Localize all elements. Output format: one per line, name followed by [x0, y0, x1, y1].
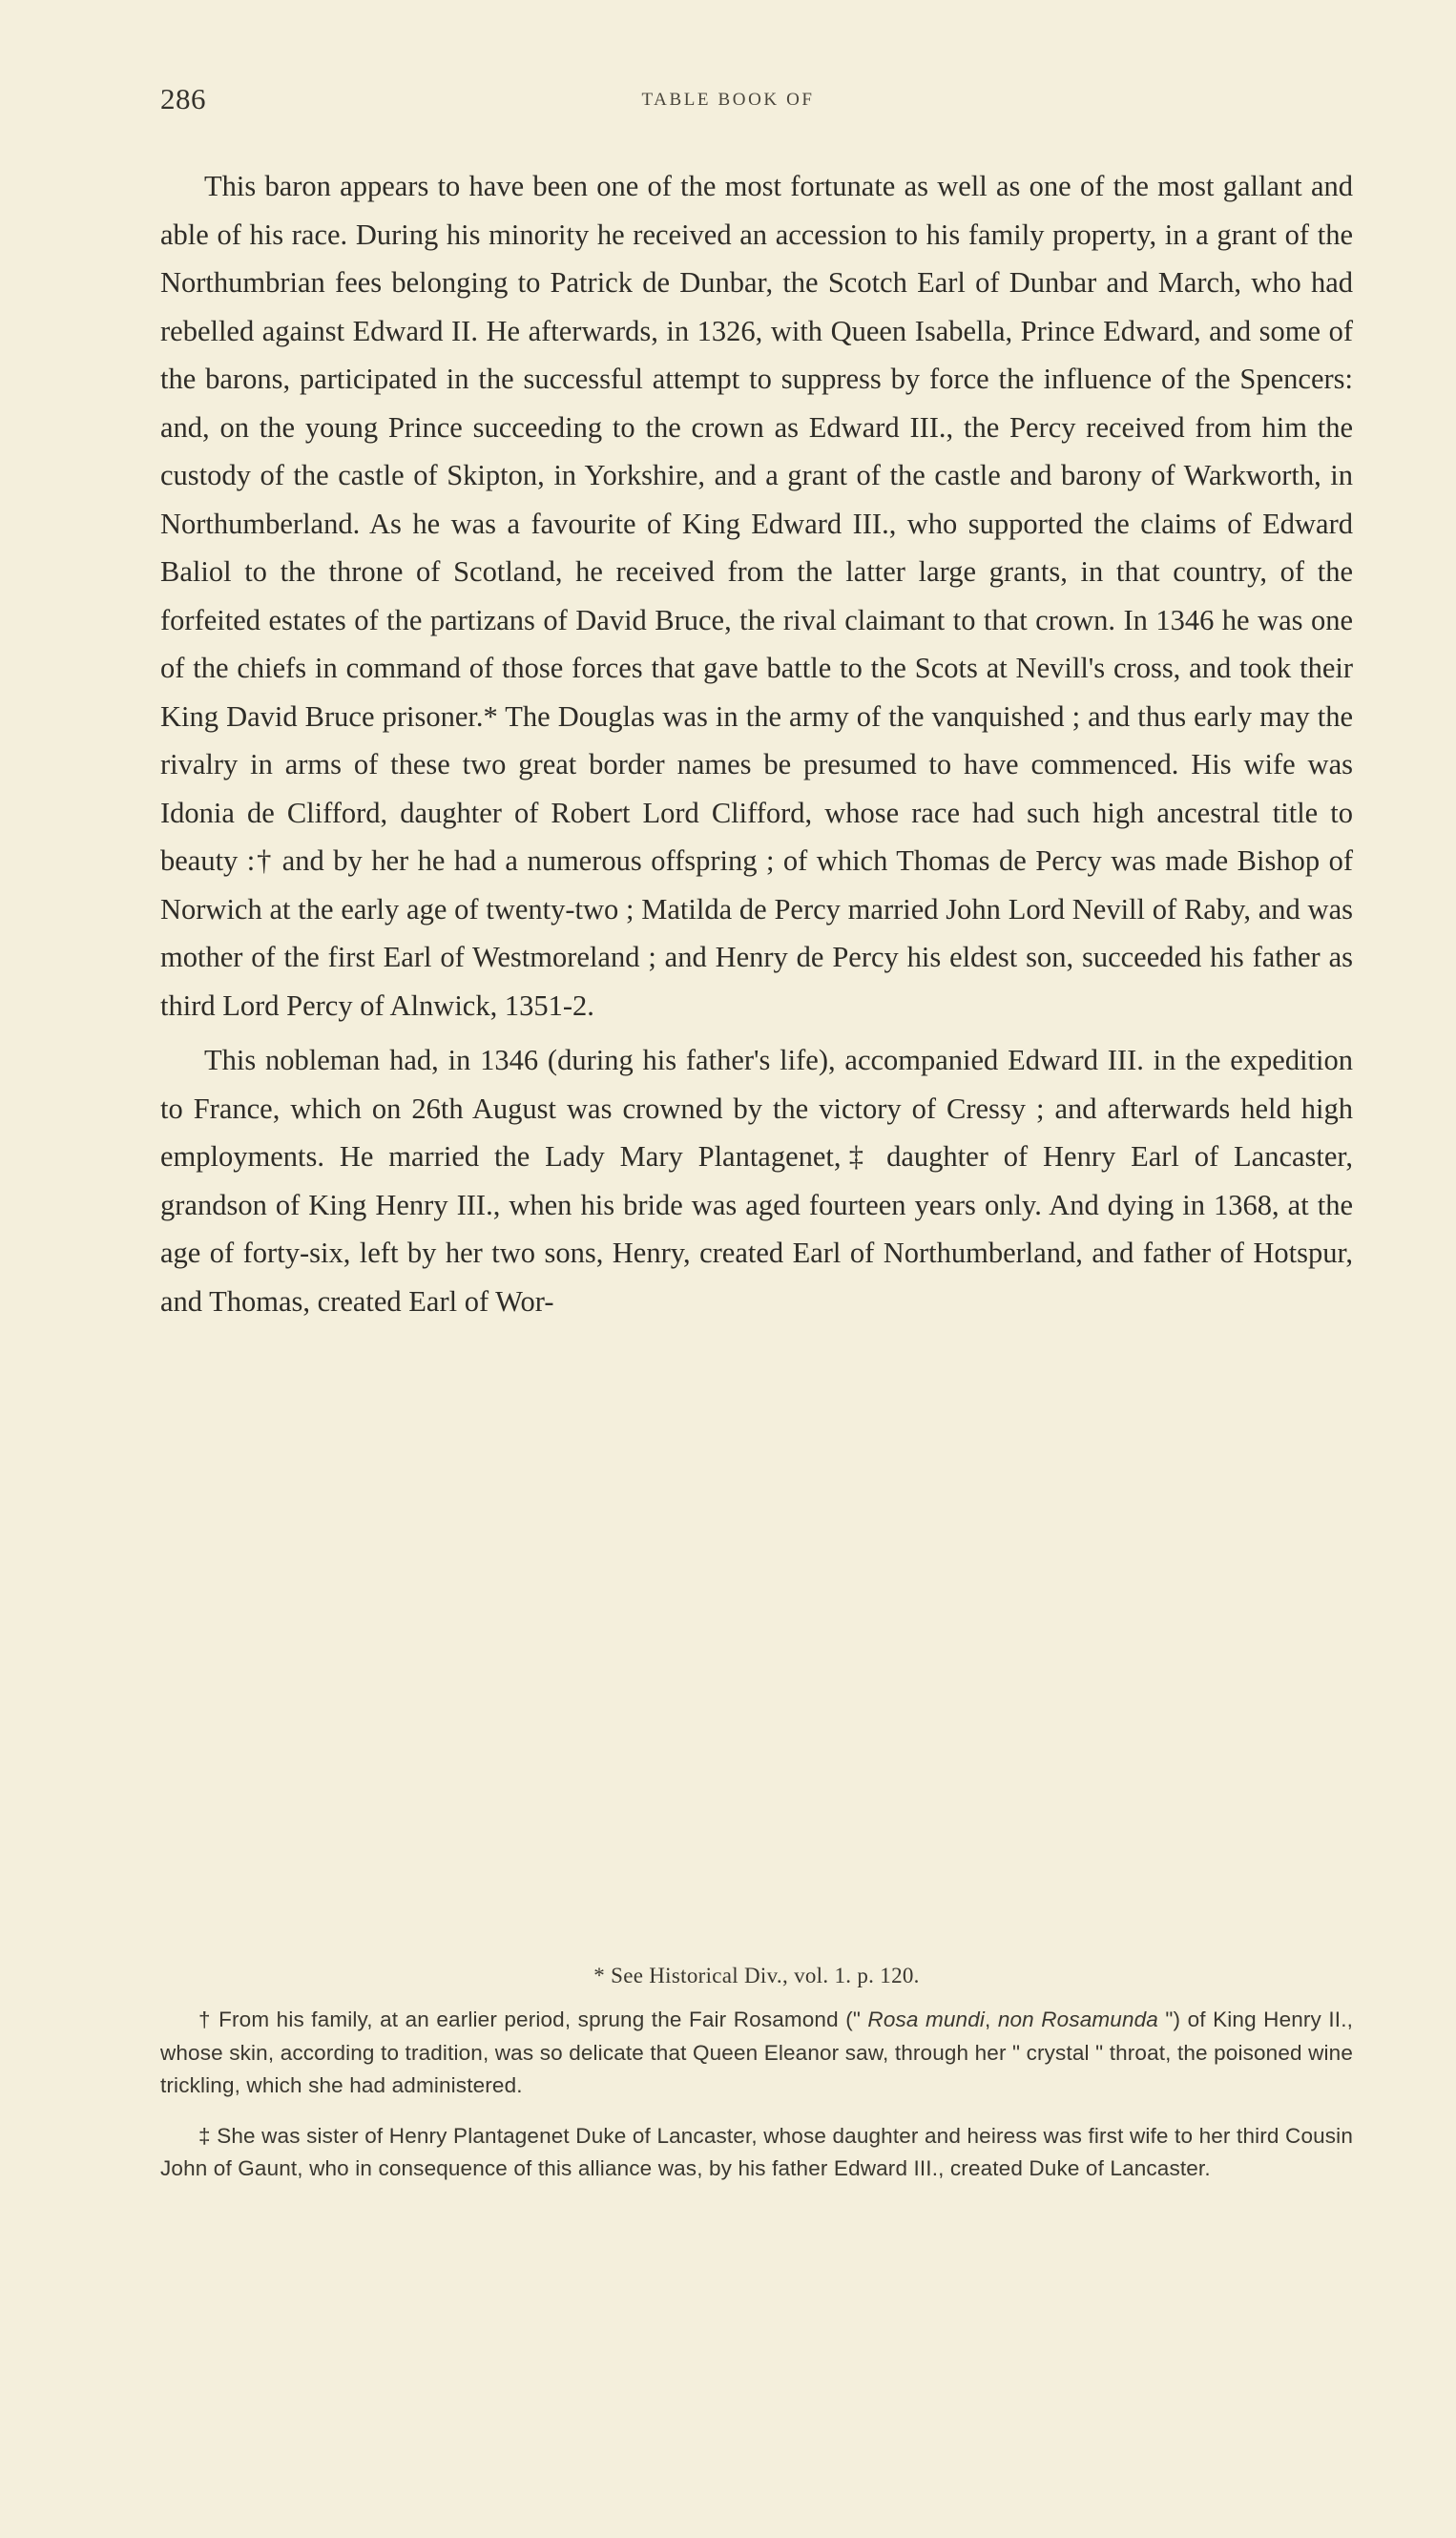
footnote-dagger-text-1: † From his family, at an earlier period, sprung the Fair Rosamond ("	[198, 2008, 868, 2031]
paragraph-1: This baron appears to have been one of the most fortunate as well as one of the most gallant and able of his race. During his minority he received an accession to his family property, in a grant of the Northumbrian fees belonging to Patrick de Dunbar, the Scotch Earl of Dunbar and March, who had rebelled against Edward II. He afterwards, in 1326, with Queen Isabella, Prince Edward, and some of the barons, participated in the successful attempt to suppress by force the influence of the Spencers: and, on the young Prince succeeding to the crown as Edward III., the Percy received from him the custody of the castle of Skipton, in Yorkshire, and a grant of the castle and barony of Warkworth, in Northumberland. As he was a favourite of King Edward III., who supported the claims of Edward Baliol to the throne of Scotland, he received from the latter large grants, in that country, of the forfeited estates of the partizans of David Bruce, the rival claimant to that crown. In 1346 he was one of the chiefs in command of those forces that gave battle to the Scots at Nevill's cross, and took their King David Bruce prisoner.* The Douglas was in the army of the vanquished ; and thus early may the rivalry in arms of these two great border names be presumed to have commenced. His wife was Idonia de Clifford, daughter of Robert Lord Clifford, whose race had such high ancestral title to beauty :† and by her he had a numerous offspring ; of which Thomas de Percy was made Bishop of Norwich at the early age of twenty-two ; Matilda de Percy married John Lord Nevill of Raby, and was mother of the first Earl of Westmoreland ; and Henry de Percy his eldest son, succeeded his father as third Lord Percy of Alnwick, 1351-2.	[160, 170, 1353, 1022]
footnote-dagger-italic-1: Rosa mundi	[867, 2008, 986, 2031]
running-head: TABLE BOOK OF	[641, 90, 815, 110]
page-number: 286	[160, 82, 206, 115]
footnote-dagger-italic-2: non Rosamunda	[997, 2008, 1158, 2031]
footnote-dagger-text-3: ") of King Henry II., whose skin, according to tradition, was so delicate that Queen Eleanor saw, through her " crystal " throat, the poisoned wine trickling, which she had administered.	[160, 2008, 1353, 2097]
page-header	[0, 82, 1456, 120]
footnote-double-dagger-text: ‡ She was sister of Henry Plantagenet Duke of Lancaster, whose daughter and heiress was first wife to her third Cousin John of Gaunt, who in consequence of this alliance was, by his father Edward III., created Duke of Lancaster.	[160, 2123, 1353, 2180]
footnote-star: * See Historical Div., vol. 1. p. 120.	[593, 1964, 920, 1987]
footnote-double-dagger	[160, 2120, 1353, 2186]
body-text-column	[160, 162, 1353, 1325]
footnote-dagger-text-2: ,	[985, 2008, 998, 2031]
footnote-dagger	[160, 2004, 1353, 2103]
footnotes-block	[160, 1960, 1353, 2186]
paragraph-2: This nobleman had, in 1346 (during his father's life), accompanied Edward III. in the expedition to France, which on 26th August was crowned by the victory of Cressy ; and afterwards held high employments. He married the Lady Mary Plantagenet,‡ daughter of Henry Earl of Lancaster, grandson of King Henry III., when his bride was aged fourteen years only. And dying in 1368, at the age of forty-six, left by her two sons, Henry, created Earl of Northumberland, and father of Hotspur, and Thomas, created Earl of Wor-	[160, 1044, 1353, 1318]
